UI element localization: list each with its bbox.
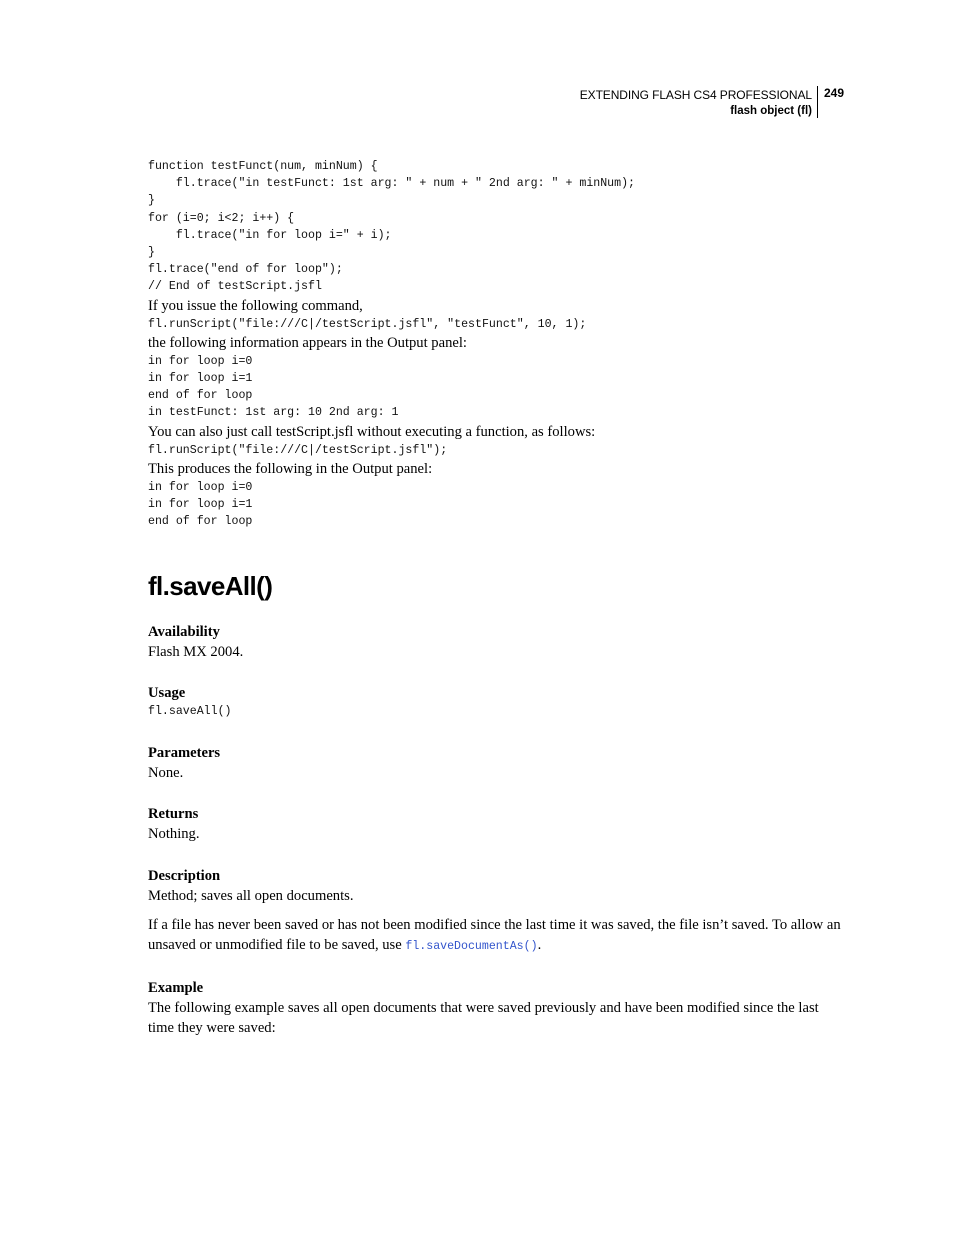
description-paragraph-end: .	[537, 936, 542, 953]
example-text: The following example saves all open documents that were saved previously and have been modified since the last time they were saved:	[148, 999, 819, 1036]
availability-text: Flash MX 2004.	[148, 644, 244, 661]
description-section	[148, 866, 848, 957]
returns-section	[148, 804, 848, 844]
header-title: EXTENDING FLASH CS4 PROFESSIONAL	[579, 88, 812, 102]
description-paragraph-text: If a file has never been saved or has not been modified since the last time it was saved, the file isn’t saved. To allow an unsaved or unmodified file to be saved, use	[148, 916, 841, 953]
parameters-section	[148, 743, 848, 783]
example-section	[148, 978, 848, 1038]
save-document-as-link[interactable]: fl.saveDocumentAs()	[405, 939, 538, 953]
code-block-output-2: in for loop i=0 in for loop i=1 end of for loop	[148, 480, 253, 529]
example-heading: Example	[148, 979, 204, 996]
code-block-runscript-simple: fl.runScript("file:///C|/testScript.jsfl");	[148, 443, 448, 457]
paragraph-call-without-function: You can also just call testScript.jsfl without executing a function, as follows:	[148, 423, 596, 440]
code-block-runscript-call: fl.runScript("file:///C|/testScript.jsfl", "testFunct", 10, 1);	[148, 317, 587, 331]
usage-section	[148, 683, 848, 720]
page-number: 249	[823, 86, 844, 100]
usage-code: fl.saveAll()	[148, 705, 232, 719]
running-header	[580, 86, 844, 119]
header-text	[580, 86, 817, 119]
availability-heading: Availability	[148, 624, 220, 641]
parameters-heading: Parameters	[148, 744, 221, 761]
description-paragraph	[148, 915, 848, 957]
returns-heading: Returns	[148, 805, 199, 822]
paragraph-output-info: the following information appears in the Output panel:	[148, 334, 467, 351]
header-subtitle: flash object (fl)	[730, 105, 812, 117]
section-title: fl.saveAll()	[148, 571, 273, 602]
usage-heading: Usage	[148, 685, 186, 702]
description-heading: Description	[148, 867, 221, 884]
returns-text: Nothing.	[148, 825, 200, 842]
paragraph-produces-output: This produces the following in the Output panel:	[148, 460, 433, 477]
description-text: Method; saves all open documents.	[148, 887, 354, 904]
parameters-text: None.	[148, 764, 184, 781]
page-content	[148, 158, 848, 1038]
paragraph-issue-command: If you issue the following command,	[148, 297, 363, 314]
code-block-output-1: in for loop i=0 in for loop i=1 end of for loop in testFunct: 1st arg: 10 2nd arg: 1	[148, 354, 399, 420]
code-block-testscript: function testFunct(num, minNum) { fl.trace("in testFunct: 1st arg: " + num + " 2nd arg: " + minNum); } for (i=0; i<2; i++) { fl.trace("in for loop i=" + i); } fl.trace("end of for loop"); // End of testScript.jsfl	[148, 160, 636, 294]
availability-section	[148, 622, 848, 662]
